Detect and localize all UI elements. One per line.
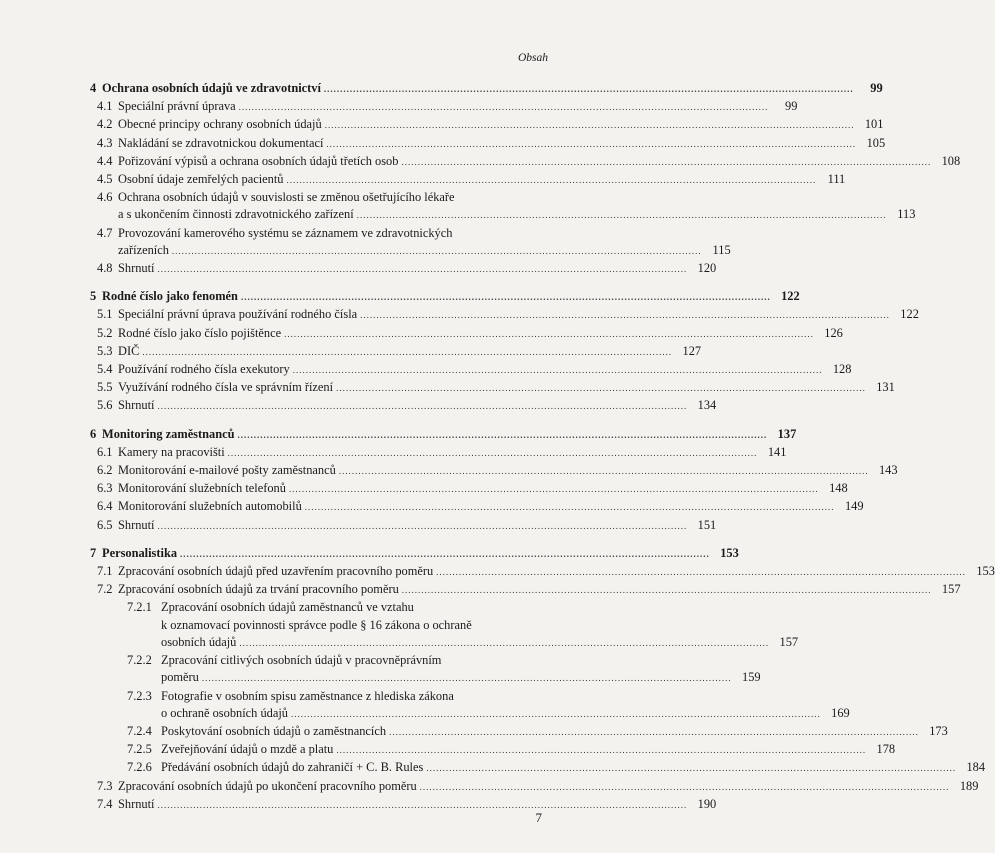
entry-number: 7.4: [97, 796, 113, 811]
entry-title: Předávání osobních údajů do zahraničí + C. B. Rules: [161, 760, 424, 775]
entry-title: Speciální právní úprava: [118, 99, 236, 114]
dot-leader: [339, 463, 869, 480]
entry-title: Zpracování osobních údajů za trvání pracovního poměru: [118, 582, 399, 597]
entry-title: Ochrana osobních údajů ve zdravotnictví: [102, 81, 321, 95]
entry-number: 5: [90, 289, 97, 304]
entry-title-continued: k oznamovací povinnosti správce podle § 16 zákona o ochraně: [161, 617, 472, 632]
entry-title: DIČ: [118, 343, 140, 358]
dot-leader: [360, 307, 890, 324]
dot-leader: [239, 635, 769, 652]
entry-page: 157: [941, 582, 961, 597]
toc-entry-row: [90, 171, 846, 189]
entry-title: Kamery na pracovišti: [118, 444, 225, 459]
entry-number: 6.2: [97, 463, 113, 478]
entry-number: 7: [90, 545, 97, 560]
dot-leader: [293, 362, 823, 379]
dot-leader: [324, 81, 854, 98]
entry-title: Shrnutí: [118, 398, 155, 413]
entry-page: 153: [976, 564, 995, 579]
toc-entry-row: [90, 397, 717, 415]
entry-title: Poskytování osobních údajů o zaměstnancích: [161, 723, 387, 738]
entry-title: Shrnutí: [118, 796, 155, 811]
entry-page: 115: [712, 242, 731, 257]
entry-number: 7.2.4: [127, 723, 152, 738]
entry-title-continued: zařízeních: [118, 242, 169, 257]
dot-leader: [402, 582, 932, 599]
entry-number: 6.1: [97, 444, 113, 459]
toc-entry-row: [90, 189, 542, 206]
entry-title: Monitorování služebních automobilů: [118, 499, 302, 514]
toc-chapter-section: [90, 80, 961, 278]
toc-chapter-row: [90, 80, 883, 98]
toc-entry-row: [90, 652, 542, 669]
toc-entry-row: [90, 325, 843, 343]
toc-continuation-row: [90, 705, 850, 723]
toc-chapter-row: [90, 288, 800, 306]
toc-entry-row: [90, 153, 961, 171]
dot-leader: [180, 546, 710, 563]
toc-chapter-row: [90, 426, 797, 444]
dot-leader: [158, 518, 688, 535]
toc-entry-row: [90, 116, 884, 134]
toc-continuation-row: [90, 669, 761, 687]
toc-entry-row: [90, 444, 787, 462]
entry-number: 4.8: [97, 261, 113, 276]
entry-title: Monitoring zaměstnanců: [102, 426, 235, 441]
entry-number: 4.4: [97, 153, 113, 168]
entry-number: 4.7: [97, 225, 113, 240]
entry-title: Zpracování osobních údajů zaměstnanců ve vztahu: [161, 600, 414, 615]
toc-entry-row: [90, 343, 702, 361]
dot-leader: [284, 326, 814, 343]
entry-number: 5.1: [97, 307, 113, 322]
toc-chapter-row: [90, 545, 739, 563]
entry-number: 4.5: [97, 172, 113, 187]
entry-page: 113: [897, 207, 916, 222]
entry-page: 99: [870, 81, 883, 95]
entry-number: 5.4: [97, 362, 113, 377]
entry-number: 4: [90, 81, 97, 95]
entry-number: 7.2.6: [127, 760, 152, 775]
entry-title-continued: a s ukončením činnosti zdravotnického zařízení: [118, 207, 354, 222]
entry-title: Rodné číslo jako fenomén: [102, 289, 238, 304]
dot-leader: [289, 481, 819, 498]
entry-title-continued: o ochraně osobních údajů: [161, 705, 288, 720]
entry-page: 184: [966, 760, 986, 775]
entry-title: Osobní údaje zemřelých pacientů: [118, 172, 284, 187]
toc-entry-row: [90, 480, 848, 498]
entry-page: 143: [878, 463, 898, 478]
entry-page: 120: [697, 261, 717, 276]
entry-number: 7.2.5: [127, 742, 152, 757]
toc-entry-row: [90, 759, 986, 777]
dot-leader: [426, 760, 956, 777]
entry-title: Fotografie v osobním spisu zaměstnance z hlediska zákona: [161, 688, 454, 703]
entry-number: 7.2: [97, 582, 113, 597]
entry-number: 6.5: [97, 517, 113, 532]
entry-page: 141: [767, 444, 787, 459]
entry-title-continued: poměru: [161, 670, 199, 685]
entry-number: 6.4: [97, 499, 113, 514]
toc-continuation-row: [90, 617, 542, 634]
dot-leader: [202, 670, 732, 687]
entry-page: 131: [876, 380, 895, 395]
dot-leader: [389, 724, 919, 741]
entry-page: 134: [697, 398, 717, 413]
toc-chapter-section: [90, 426, 898, 535]
toc-entry-row: [90, 361, 852, 379]
entry-title: Nakládání se zdravotnickou dokumentací: [118, 135, 324, 150]
entry-number: 5.6: [97, 398, 113, 413]
entry-number: 7.1: [97, 564, 113, 579]
dot-leader: [239, 99, 769, 116]
entry-page: 173: [929, 723, 948, 738]
entry-page: 127: [682, 343, 702, 358]
entry-title: Personalistika: [102, 545, 178, 560]
dot-leader: [158, 797, 688, 814]
entry-number: 4.6: [97, 190, 113, 205]
entry-title: Využívání rodného čísla ve správním řízení: [118, 380, 334, 395]
dot-leader: [357, 207, 887, 224]
table-of-contents: [90, 80, 995, 824]
dot-leader: [336, 380, 866, 397]
entry-number: 7.2.1: [127, 600, 152, 615]
toc-entry-row: [90, 599, 542, 616]
toc-continuation-row: [90, 634, 799, 652]
toc-entry-row: [90, 796, 717, 814]
dot-leader: [158, 398, 688, 415]
entry-page: 126: [824, 325, 843, 340]
entry-number: 5.5: [97, 380, 113, 395]
toc-entry-row: [90, 563, 995, 581]
entry-title: Rodné číslo jako číslo pojištěnce: [118, 325, 282, 340]
entry-page: 190: [697, 796, 717, 811]
dot-leader: [420, 779, 950, 796]
dot-leader: [142, 344, 672, 361]
toc-chapter-section: [90, 288, 919, 415]
entry-title: Používání rodného čísla exekutory: [118, 362, 290, 377]
entry-page: 157: [779, 634, 799, 649]
entry-page: 151: [697, 517, 717, 532]
entry-page: 189: [959, 778, 979, 793]
entry-title: Monitorování služebních telefonů: [118, 481, 286, 496]
entry-number: 5.2: [97, 325, 113, 340]
entry-page: 128: [832, 362, 852, 377]
toc-entry-row: [90, 135, 886, 153]
toc-entry-row: [90, 517, 717, 535]
entry-number: 7.3: [97, 778, 113, 793]
toc-entry-row: [90, 688, 542, 705]
entry-page: 108: [941, 153, 961, 168]
entry-page: 159: [742, 670, 761, 685]
dot-leader: [172, 243, 702, 260]
toc-chapter-section: [90, 545, 995, 814]
entry-page: 148: [829, 481, 848, 496]
dot-leader: [241, 289, 771, 306]
entry-page: 149: [844, 499, 864, 514]
entry-title: Zpracování citlivých osobních údajů v pracovněprávním: [161, 653, 442, 668]
entry-number: 5.3: [97, 343, 113, 358]
toc-entry-row: [90, 741, 896, 759]
toc-entry-row: [90, 98, 798, 116]
entry-page: 101: [864, 117, 884, 132]
entry-number: 4.2: [97, 117, 113, 132]
entry-title-continued: osobních údajů: [161, 634, 237, 649]
toc-continuation-row: [90, 206, 916, 224]
toc-entry-row: [90, 498, 864, 516]
dot-leader: [291, 706, 821, 723]
dot-leader: [238, 427, 768, 444]
toc-entry-row: [90, 723, 948, 741]
dot-leader: [436, 564, 966, 581]
dot-leader: [158, 261, 688, 278]
entry-page: 111: [827, 172, 846, 187]
page-number: 7: [535, 810, 542, 825]
dot-leader: [287, 172, 817, 189]
entry-title: Zpracování osobních údajů po ukončení pracovního poměru: [118, 778, 417, 793]
dot-leader: [228, 445, 758, 462]
entry-title: Monitorování e-mailové pošty zaměstnanců: [118, 463, 336, 478]
dot-leader: [326, 136, 856, 153]
entry-number: 7.2.2: [127, 653, 152, 668]
toc-entry-row: [90, 260, 717, 278]
toc-entry-row: [90, 778, 979, 796]
entry-title: Shrnutí: [118, 517, 155, 532]
entry-title: Speciální právní úprava používání rodného čísla: [118, 307, 358, 322]
entry-page: 105: [866, 135, 886, 150]
entry-title: Zpracování osobních údajů před uzavřením pracovního poměru: [118, 564, 434, 579]
entry-title: Shrnutí: [118, 261, 155, 276]
entry-page: 122: [781, 289, 800, 304]
entry-number: 7.2.3: [127, 688, 152, 703]
entry-page: 178: [876, 742, 896, 757]
entry-title: Ochrana osobních údajů v souvislosti se změnou ošetřujícího lékaře: [118, 190, 455, 205]
entry-page: 153: [720, 545, 739, 560]
dot-leader: [325, 117, 855, 134]
entry-number: 4.1: [97, 99, 113, 114]
entry-title: Obecné principy ochrany osobních údajů: [118, 117, 322, 132]
entry-title: Pořizování výpisů a ochrana osobních údajů třetích osob: [118, 153, 399, 168]
dot-leader: [305, 499, 835, 516]
entry-page: 122: [900, 307, 919, 322]
toc-entry-row: [90, 225, 542, 242]
entry-page: 169: [831, 705, 850, 720]
toc-continuation-row: [90, 242, 731, 260]
entry-number: 6: [90, 426, 97, 441]
toc-entry-row: [90, 306, 919, 324]
running-head: Obsah: [517, 52, 548, 64]
dot-leader: [336, 742, 866, 759]
entry-title: Zveřejňování údajů o mzdě a platu: [161, 742, 334, 757]
dot-leader: [401, 154, 931, 171]
entry-number: 6.3: [97, 481, 113, 496]
toc-entry-row: [90, 379, 895, 397]
toc-entry-row: [90, 581, 961, 599]
toc-entry-row: [90, 462, 898, 480]
entry-page: 137: [777, 426, 797, 441]
entry-number: 4.3: [97, 135, 113, 150]
entry-page: 99: [785, 99, 798, 114]
entry-title: Provozování kamerového systému se záznamem ve zdravotnických: [118, 225, 453, 240]
